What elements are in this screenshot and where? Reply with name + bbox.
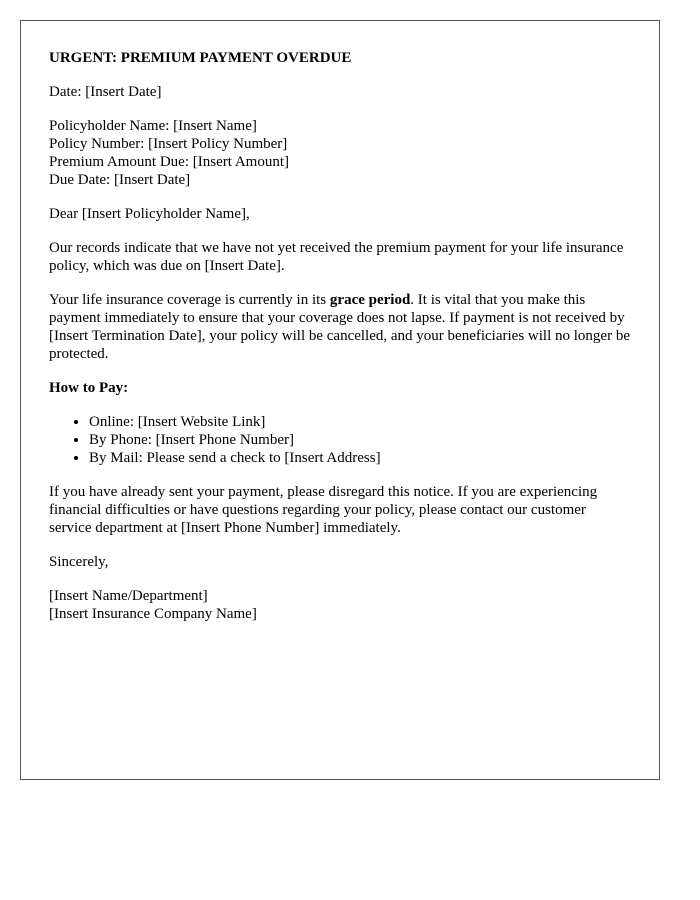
payment-method-phone: • By Phone: [Insert Phone Number] — [89, 431, 631, 449]
salutation: Dear [Insert Policyholder Name], — [49, 206, 250, 222]
premium-amount-line: Premium Amount Due: [Insert Amount] — [49, 154, 289, 170]
policyholder-name-line: Policyholder Name: [Insert Name] — [49, 118, 257, 134]
letter-page — [20, 20, 660, 780]
grace-period-emphasis: grace period — [329, 292, 411, 308]
how-to-pay-heading — [49, 379, 631, 397]
paragraph-grace-period-end: . It is vital that you make this payment immediately to ensure that your coverage does not lapse. If payment is not received by [Insert Termination Date], your policy will be cancelled, and your beneficiaries will no longer be protected. — [49, 292, 630, 362]
how-to-pay-heading-text: How to Pay: — [49, 380, 129, 396]
paragraph-grace-period-start: Your life insurance coverage is currently in its — [49, 292, 330, 308]
signature-block — [49, 587, 631, 623]
signature-name-department: [Insert Name/Department] — [49, 588, 208, 604]
paragraph-contact: If you have already sent your payment, please disregard this notice. If you are experiencing financial difficulties or have questions regarding your policy, please contact our customer service department at [Insert Phone Number] immediately. — [49, 484, 598, 536]
due-date-line: Due Date: [Insert Date] — [49, 172, 191, 188]
paragraph-grace-period — [49, 291, 631, 363]
letter-title: URGENT: PREMIUM PAYMENT OVERDUE — [49, 50, 352, 66]
payment-methods-list — [49, 413, 631, 467]
policy-details — [49, 117, 631, 189]
signature-company-name: [Insert Insurance Company Name] — [49, 606, 257, 622]
closing: Sincerely, — [49, 554, 109, 570]
payment-method-mail: • By Mail: Please send a check to [Insert Address] — [89, 449, 631, 467]
paragraph-records: Our records indicate that we have not yet received the premium payment for your life insurance policy, which was due on [Insert Date]. — [49, 240, 624, 274]
policy-number-line: Policy Number: [Insert Policy Number] — [49, 136, 288, 152]
payment-method-online: • Online: [Insert Website Link] — [89, 413, 631, 431]
date-line: Date: [Insert Date] — [49, 84, 162, 100]
